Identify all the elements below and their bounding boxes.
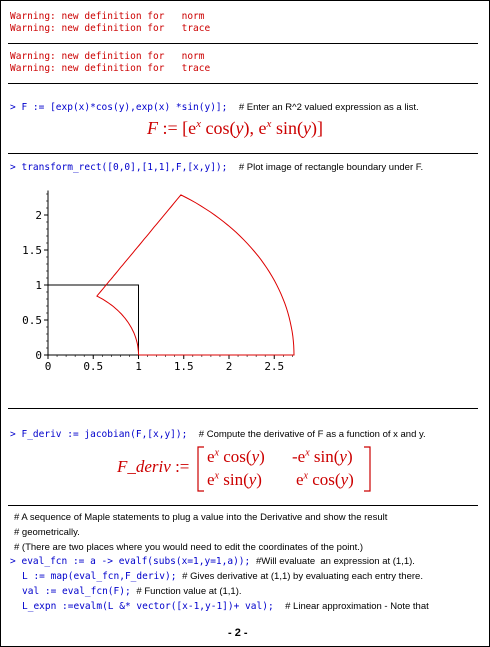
- x-tick-label: 2: [225, 360, 233, 373]
- warning-line: Warning: new definition for norm: [10, 51, 205, 62]
- maple-code[interactable]: transform_rect([0,0],[1,1],F,[x,y]);: [21, 162, 228, 173]
- prompt-marker: >: [10, 102, 16, 113]
- comment-line: # A sequence of Maple statements to plug a value into the Derivative and show the result: [14, 512, 388, 523]
- y-tick-label: 1.5: [22, 244, 42, 257]
- code-comment: # Plot image of rectangle boundary under F.: [238, 162, 424, 173]
- maple-code[interactable]: eval_fcn := a -> evalf(subs(x=1,y=1,a));: [21, 556, 251, 567]
- maple-code[interactable]: L_expn :=evalm(L &* vector([x-1,y-1])+ val);: [22, 601, 274, 612]
- input-line-L-expn[interactable]: [22, 601, 429, 613]
- region-separator: [8, 408, 478, 409]
- warning-line: Warning: new definition for trace: [10, 23, 211, 34]
- code-comment: # Compute the derivative of F as a function of x and y.: [198, 429, 426, 440]
- comment-line: # geometrically.: [14, 527, 80, 538]
- input-line-L[interactable]: [22, 571, 423, 583]
- output-F-expression: F := [$e^x$ cos(y), $e^x$ sin(y)]: [147, 118, 323, 138]
- prompt-marker: >: [10, 556, 16, 567]
- y-tick-label: 1: [35, 279, 42, 292]
- input-line-transform-rect[interactable]: [10, 162, 423, 174]
- input-line-eval-fcn[interactable]: [10, 556, 415, 568]
- comment-line: # (There are two places where you would need to edit the coordinates of the point.): [14, 542, 364, 553]
- warning-line: Warning: new definition for trace: [10, 63, 211, 74]
- image-curve-series: [97, 195, 294, 355]
- prompt-marker: >: [10, 429, 16, 440]
- x-tick-label: 0.5: [83, 360, 104, 373]
- region-separator: [8, 153, 478, 154]
- region-separator: [8, 83, 478, 84]
- maple-code[interactable]: val := eval_fcn(F);: [22, 586, 131, 597]
- unit-square-series: [48, 285, 139, 355]
- input-line-jacobian[interactable]: [10, 429, 426, 441]
- x-tick-label: 2.5: [264, 360, 285, 373]
- maple-code[interactable]: F_deriv := jacobian(F,[x,y]);: [21, 429, 188, 440]
- x-tick-label: 1.5: [173, 360, 194, 373]
- input-line-define-F[interactable]: [10, 102, 419, 114]
- plot-marks: [48, 195, 294, 355]
- code-comment: # Function value at (1,1).: [136, 586, 242, 597]
- y-tick-label: 0.5: [22, 314, 42, 327]
- region-separator: [8, 43, 478, 44]
- matrix-left-bracket: [197, 446, 205, 492]
- code-comment: # Gives derivative at (1,1) by evaluating each entry there.: [182, 571, 423, 582]
- y-tick-label: 2: [35, 209, 42, 222]
- y-tick-label: 0: [35, 349, 42, 362]
- x-tick-label: 1: [135, 360, 142, 373]
- code-comment: #Will evaluate an expression at (1,1).: [255, 556, 415, 567]
- matrix-right-bracket: [363, 446, 371, 492]
- code-comment: # Enter an R^2 valued expression as a list.: [238, 102, 419, 113]
- input-line-val[interactable]: [22, 586, 242, 598]
- x-tick-label: 0: [44, 360, 52, 373]
- warning-line: Warning: new definition for norm: [10, 11, 205, 22]
- maple-code[interactable]: F := [exp(x)*cos(y),exp(x) *sin(y)];: [21, 102, 228, 113]
- plot-axes: [22, 191, 294, 374]
- maple-code[interactable]: L := map(eval_fcn,F_deriv);: [22, 571, 177, 582]
- page-number: - 2 -: [228, 627, 248, 639]
- plot-rectangle-image: [0, 180, 490, 405]
- region-separator: [8, 505, 478, 506]
- output-jacobian-matrix: F_deriv := $e^x$ cos(y) $-e^x$ sin(y) $e^x$ sin(y) $e^x$ cos(y): [117, 446, 377, 492]
- code-comment: # Linear approximation - Note that: [285, 601, 429, 612]
- prompt-marker: >: [10, 162, 16, 173]
